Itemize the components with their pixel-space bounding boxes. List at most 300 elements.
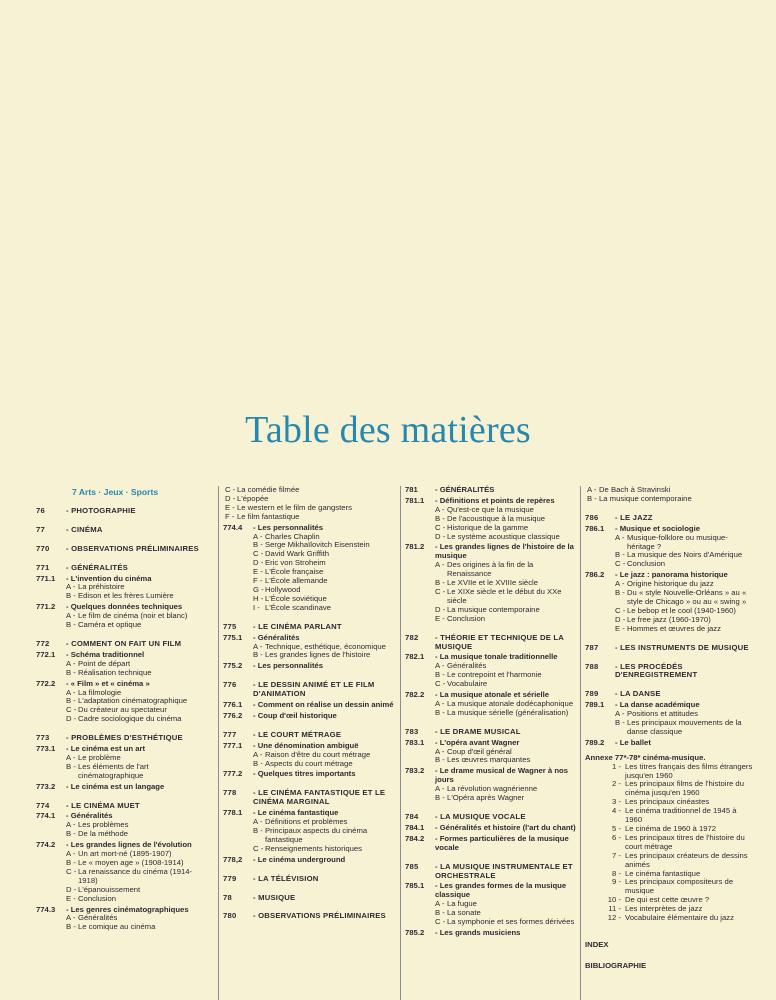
subentry-title: Aspects du court métrage: [265, 758, 353, 768]
subentry-title: Un art mort-né (1895-1907): [78, 849, 172, 859]
section-number: 774.3: [36, 904, 56, 914]
section-number: 778: [223, 788, 237, 798]
subentry-letter: B -: [66, 696, 76, 706]
annex-number: 7 -: [612, 850, 621, 860]
section-title: - L'opéra avant Wagner: [435, 737, 520, 747]
section-title: - LES PROCÉDÉS D'ENREGISTREMENT: [615, 661, 698, 680]
section-number: 788: [585, 661, 599, 671]
toc-subentry: [405, 680, 577, 689]
section-number: 781.2: [405, 542, 425, 552]
toc-entry: [36, 680, 210, 689]
section-title: - Le drame musical de Wagner à nos jours: [435, 766, 569, 785]
subentry-letter: B -: [587, 493, 597, 503]
toc-subentry: [36, 868, 210, 886]
toc-subentry: [223, 604, 397, 613]
annex-number: 8 -: [612, 868, 621, 878]
toc-entry: [36, 564, 210, 573]
toc-entry: [36, 545, 210, 554]
annex-number: 4 -: [612, 806, 621, 816]
toc-entry: [585, 739, 753, 748]
toc-entry: [223, 712, 397, 721]
toc-entry: [223, 770, 397, 779]
subentry-title: La musique contemporaine: [599, 493, 692, 503]
toc-subentry: [36, 895, 210, 904]
section-title: - PHOTOGRAPHIE: [66, 505, 136, 515]
subentry-letter: B -: [253, 758, 263, 768]
subentry-letter: A -: [66, 913, 76, 923]
section-title: - LE DRAME MUSICAL: [435, 726, 521, 736]
subentry-title: La filmologie: [78, 687, 122, 697]
section-number: 782.2: [405, 690, 425, 700]
subentry-title: Point de départ: [78, 658, 131, 668]
subentry-letter: B -: [66, 922, 76, 932]
section-number: 786.1: [585, 523, 605, 533]
bibliography-link: BIBLIOGRAPHIE: [585, 960, 647, 970]
subentry-title: Conclusion: [78, 893, 117, 903]
toc-subentry: [223, 845, 397, 854]
annex-title-text: Les principaux compositeurs de musique: [625, 877, 734, 896]
section-title: - LE CINÉMA MUET: [66, 800, 140, 810]
section-title: - LE COURT MÉTRAGE: [253, 729, 342, 739]
subentry-letter: C -: [435, 679, 446, 689]
subentry-title: Du créateur au spectateur: [78, 705, 167, 715]
section-number: 787: [585, 642, 599, 652]
annex-title-text: Le cinéma traditionnel de 1945 à 1960: [625, 806, 737, 825]
subentry-letter: C -: [66, 866, 77, 876]
subentry-letter: B -: [615, 588, 625, 598]
section-title: - MUSIQUE: [253, 892, 296, 902]
toc-entry: [223, 662, 397, 671]
subentry-title: Généralités: [78, 913, 118, 923]
subentry-title: Généralités: [447, 661, 487, 671]
subentry-title: David Wark Griffith: [265, 549, 330, 559]
section-title: - Les genres cinématographiques: [66, 904, 189, 914]
section-title: - CINÉMA: [66, 524, 103, 534]
annex-title-text: Les principaux titres de l'histoire du court métrage: [625, 832, 745, 851]
section-title: - LA TÉLÉVISION: [253, 873, 319, 883]
annex-number: 3 -: [612, 797, 621, 807]
subentry-title: Le film fantastique: [237, 511, 300, 521]
subentry-title: La musique contemporaine: [447, 604, 540, 614]
toc-subentry: [405, 588, 577, 606]
toc-entry: [223, 912, 397, 921]
toc-entry: [585, 514, 753, 523]
subentry-title: Conclusion: [627, 559, 666, 569]
section-title: - Une dénomination ambiguë: [253, 740, 359, 750]
subentry-title: Principaux aspects du cinéma fantastique: [265, 826, 368, 844]
section-number: 782: [405, 632, 419, 642]
toc-column-2: [218, 486, 397, 1000]
toc-subentry: [36, 669, 210, 678]
section-title: - Schéma traditionnel: [66, 649, 145, 659]
subentry-title: Conclusion: [447, 613, 486, 623]
section-title: - Le cinéma fantastique: [253, 808, 339, 818]
subentry-letter: E -: [435, 613, 445, 623]
section-title: - Le jazz : panorama historique: [615, 570, 728, 580]
section-title: - THÉORIE ET TECHNIQUE DE LA MUSIQUE: [435, 632, 564, 651]
subentry-title: Le bebop et le cool (1940-1960): [627, 605, 736, 615]
toc-subentry: [585, 719, 753, 737]
section-number: 789.2: [585, 737, 605, 747]
toc-subentry: [223, 651, 397, 660]
toc-subentry: [36, 763, 210, 781]
subentry-title: Charles Chaplin: [265, 531, 320, 541]
subentry-letter: A -: [615, 709, 625, 719]
subentry-title: L'École allemande: [265, 576, 328, 586]
subentry-title: Les principaux mouvements de la danse classique: [627, 718, 742, 736]
section-number: 781: [405, 485, 418, 494]
section-title: - Comment on réalise un dessin animé: [253, 700, 394, 710]
subentry-letter: B -: [615, 550, 625, 560]
annex-number: 6 -: [612, 832, 621, 842]
subentry-letter: A -: [587, 485, 597, 494]
section-number: 771: [36, 562, 50, 572]
subentry-letter: A -: [253, 817, 263, 827]
annex-title-text: Les principaux films de l'histoire du cinéma jusqu'en 1960: [625, 779, 744, 798]
subentry-letter: E -: [225, 502, 235, 512]
subentry-letter: D -: [225, 493, 236, 503]
toc-subentry: [36, 830, 210, 839]
subentry-title: Le film de cinéma (noir et blanc): [78, 611, 188, 621]
toc-entry: [223, 856, 397, 865]
section-number: 783: [405, 726, 419, 736]
subentry-letter: D -: [435, 531, 446, 541]
section-title: - PROBLÈMES D'ESTHÉTIQUE: [66, 733, 183, 743]
annex-number: 10 -: [607, 895, 621, 905]
section-number: 771.2: [36, 602, 56, 612]
section-number: 782.1: [405, 652, 425, 662]
toc-entry: [36, 802, 210, 811]
subentry-title: Le « moyen age » (1908-1914): [78, 858, 184, 867]
toc-entry: [405, 486, 577, 495]
subentry-letter: A -: [435, 899, 445, 909]
subentry-letter: B -: [66, 620, 76, 630]
toc-column-3: [400, 486, 577, 1000]
subentry-title: L'épopée: [237, 493, 269, 503]
toc-subentry: [223, 827, 397, 845]
toc-subentry: [585, 495, 753, 504]
toc-subentry: [585, 560, 753, 569]
section-number: 76: [36, 505, 45, 515]
section-title: - GÉNÉRALITÉS: [66, 562, 128, 572]
section-title: - LE JAZZ: [615, 512, 653, 522]
annex-entry: [585, 852, 753, 870]
section-number: 775.2: [223, 661, 243, 671]
subentry-title: De la méthode: [78, 829, 128, 839]
section-title: - Coup d'œil historique: [253, 710, 337, 720]
subentry-letter: B -: [435, 755, 445, 765]
subentry-letter: A -: [66, 752, 76, 762]
subentry-title: Eric von Stroheim: [265, 558, 326, 568]
section-number: 785: [405, 861, 419, 871]
index-link: INDEX: [585, 939, 609, 949]
annex-title-text: Le cinéma fantastique: [625, 868, 701, 878]
subentry-title: La fugue: [447, 899, 477, 909]
subentry-letter: A -: [435, 661, 445, 671]
section-title: - Quelques titres importants: [253, 769, 356, 779]
subentry-title: Serge Mikhaïlovitch Eisenstein: [265, 540, 370, 550]
annex-number: 5 -: [612, 824, 621, 833]
subentry-title: Des origines à la fin de la Renaissance: [447, 560, 534, 579]
subentry-letter: B -: [435, 670, 445, 680]
annex-title-text: Les principaux créateurs de dessins animés: [625, 850, 748, 869]
subentry-title: Du « style Nouvelle-Orléans » au « style de Chicago » ou au « swing »: [627, 588, 747, 606]
subentry-title: La révolution wagnérienne: [447, 784, 538, 794]
section-number: 774.1: [36, 811, 56, 821]
subentry-title: Qu'est-ce que la musique: [447, 504, 534, 514]
section-number: 778.1: [223, 808, 243, 818]
subentry-title: Musique-folklore ou musique-héritage ?: [627, 532, 728, 551]
toc-subentry: [405, 533, 577, 542]
toc-entry: [223, 894, 397, 903]
annex-number: 9 -: [612, 877, 621, 887]
subentry-letter: A -: [435, 746, 445, 756]
section-title: - OBSERVATIONS PRÉLIMINAIRES: [66, 543, 199, 553]
toc-subentry: [405, 900, 577, 909]
subentry-letter: A -: [66, 582, 76, 592]
subentry-title: Renseignements historiques: [265, 843, 363, 853]
section-number: 778,2: [223, 854, 243, 864]
section-title: - Généralités et histoire (l'art du chant): [435, 822, 576, 832]
toc-entry: [405, 767, 577, 785]
subentry-title: Hollywood: [265, 584, 301, 594]
toc-subentry: [223, 513, 397, 522]
subentry-title: Le western et le film de gangsters: [237, 502, 352, 512]
section-number: 774: [36, 800, 50, 810]
section-number: 773.1: [36, 744, 56, 754]
subentry-title: L'Opéra après Wagner: [447, 793, 525, 803]
annex-title: Annexe 77*-78* cinéma-musique.: [585, 752, 706, 762]
subentry-letter: I -: [253, 602, 260, 612]
section-number: 784.2: [405, 833, 425, 843]
annex-title-text: Le cinéma de 1960 à 1972: [625, 824, 717, 833]
toc-entry: [405, 824, 577, 833]
toc-subentry: [36, 592, 210, 601]
subentry-letter: B -: [435, 908, 445, 918]
section-title: - GÉNÉRALITÉS: [435, 485, 495, 494]
toc-entry: [223, 731, 397, 740]
toc-subentry: [585, 589, 753, 607]
section-title: - Le cinéma underground: [253, 854, 346, 864]
subentry-letter: H -: [253, 593, 264, 603]
toc-entry: [36, 745, 210, 754]
subentry-title: Caméra et optique: [78, 620, 142, 630]
subentry-title: L'École soviétique: [265, 593, 327, 603]
subentry-letter: B -: [66, 667, 76, 677]
annex-title-text: Vocabulaire élémentaire du jazz: [625, 913, 734, 923]
subentry-letter: B -: [66, 858, 76, 867]
page-title: Table des matières: [245, 409, 531, 451]
subentry-title: Le XIXe siècle et le début du XXe siècle: [447, 586, 562, 605]
annex-title-text: Les titres français des films étrangers jusqu'en 1960: [625, 761, 753, 780]
section-title: - La danse académique: [615, 700, 700, 710]
toc-entry: [36, 783, 210, 792]
section-title: - Les grandes lignes de l'histoire de la musique: [435, 542, 574, 561]
section-number: 780: [223, 911, 237, 921]
subentry-title: La renaissance du cinéma (1914-1918): [78, 866, 193, 885]
annex-entry: [585, 878, 753, 896]
subentry-letter: C -: [225, 485, 236, 494]
subentry-title: Les œuvres marquantes: [447, 755, 531, 765]
toc-entry: [405, 543, 577, 561]
section-number: 789.1: [585, 700, 605, 710]
annex-entry: [585, 763, 753, 781]
section-number: 784.1: [405, 822, 425, 832]
toc-entry: [36, 526, 210, 535]
toc-entry: [405, 835, 577, 853]
toc-entry: [36, 507, 210, 516]
section-title: - LE CINÉMA PARLANT: [253, 621, 342, 631]
section-title: - LA MUSIQUE INSTRUMENTALE ET ORCHESTRALE: [435, 861, 573, 880]
section-title: - LE CINÉMA FANTASTIQUE ET LE CINÉMA MARGINAL: [253, 788, 386, 807]
section-number: 776: [223, 680, 237, 690]
subentry-letter: C -: [253, 549, 264, 559]
section-number: 777: [223, 729, 237, 739]
section-number: 773.2: [36, 781, 56, 791]
subentry-title: La musique des Noirs d'Amérique: [627, 550, 743, 560]
subentry-title: L'adaptation cinématographique: [78, 696, 188, 706]
subentry-letter: D -: [66, 714, 77, 724]
toc-entry: [405, 863, 577, 881]
subentry-letter: A -: [435, 698, 445, 708]
toc-entry: [223, 789, 397, 807]
toc-subentry: [585, 625, 753, 634]
annex-entry: [585, 834, 753, 852]
toc-subentry: [405, 671, 577, 680]
toc-subentry: [223, 577, 397, 586]
section-number: 78: [223, 892, 232, 902]
section-title: - « Film » et « cinéma »: [66, 678, 150, 688]
subentry-letter: C -: [435, 522, 446, 532]
subentry-letter: A -: [66, 687, 76, 697]
subentry-letter: A -: [435, 560, 445, 570]
section-number: 777.2: [223, 769, 243, 779]
subentry-title: L'épanouissement: [78, 884, 141, 894]
section-number: 775: [223, 621, 237, 631]
section-number: 772.1: [36, 649, 56, 659]
section-title: - Musique et sociologie: [615, 523, 700, 533]
toc-subentry: [405, 615, 577, 624]
annex-number: 11 -: [608, 904, 621, 914]
annex-entry: [585, 780, 753, 798]
subentry-letter: F -: [225, 511, 235, 521]
annex-number: 2 -: [612, 779, 621, 789]
subentry-title: Les problèmes: [78, 820, 129, 830]
toc-subentry: [405, 756, 577, 765]
section-number: 773: [36, 733, 50, 743]
toc-subentry: [585, 534, 753, 552]
section-title: - L'invention du cinéma: [66, 573, 152, 583]
toc-subentry: [405, 606, 577, 615]
subentry-letter: B -: [253, 826, 263, 835]
subentry-letter: E -: [253, 567, 263, 577]
section-title: - Définitions et points de repères: [435, 495, 555, 505]
subentry-letter: C -: [615, 605, 626, 615]
subentry-title: La symphonie et ses formes dérivées: [447, 917, 575, 927]
subentry-letter: D -: [253, 558, 264, 568]
section-title: - Le cinéma est un art: [66, 744, 146, 754]
subentry-letter: B -: [66, 591, 76, 601]
subentry-letter: C -: [615, 559, 626, 569]
toc-subentry: [405, 794, 577, 803]
toc-entry: [223, 681, 397, 699]
subentry-letter: B -: [435, 793, 445, 803]
section-title: - Les grands musiciens: [435, 927, 521, 937]
subentry-letter: A -: [615, 532, 625, 542]
toc-subentry: [36, 923, 210, 932]
subentry-letter: D -: [66, 884, 77, 894]
subentry-title: Raison d'être du court métrage: [265, 749, 371, 759]
subentry-letter: A -: [66, 611, 76, 621]
toc-entry: [36, 640, 210, 649]
subentry-letter: A -: [435, 504, 445, 514]
toc-entry: [223, 701, 397, 710]
subentry-title: Définitions et problèmes: [265, 817, 348, 827]
subentry-title: Hommes et œuvres de jazz: [627, 623, 721, 633]
category-heading: 7 Arts · Jeux · Sports: [72, 487, 159, 497]
subentry-title: Vocabulaire: [447, 679, 488, 689]
section-title: - Généralités: [253, 632, 300, 642]
annex-title-text: Les principaux cinéastes: [625, 797, 710, 807]
subentry-letter: D -: [435, 604, 446, 614]
subentry-title: L'École française: [265, 567, 324, 577]
section-title: - Généralités: [66, 811, 113, 821]
subentry-letter: E -: [66, 893, 76, 903]
subentry-title: Les grandes lignes de l'histoire: [265, 650, 371, 660]
section-number: 772: [36, 638, 50, 648]
section-number: 783.2: [405, 766, 425, 776]
section-number: 783.1: [405, 737, 425, 747]
toc-subentry: [405, 561, 577, 579]
subentry-title: L'École scandinave: [265, 602, 332, 612]
annex-entry: [585, 914, 753, 923]
subentry-title: Le système acoustique classique: [447, 531, 560, 541]
subentry-title: Coup d'œil général: [447, 746, 512, 756]
toc-subentry: [36, 621, 210, 630]
subentry-letter: A -: [66, 820, 76, 830]
subentry-title: Le contrepoint et l'harmonie: [447, 670, 542, 680]
section-title: - OBSERVATIONS PRÉLIMINAIRES: [253, 911, 386, 921]
subentry-letter: A -: [66, 849, 76, 859]
section-number: 789: [585, 689, 599, 699]
subentry-letter: C -: [435, 917, 446, 927]
section-title: - Formes particulières de la musique vocale: [435, 833, 569, 852]
subentry-title: Le free jazz (1960-1970): [627, 614, 711, 624]
subentry-title: Le XVIIe et le XVIIIe siècle: [447, 578, 539, 588]
section-title: - LES INSTRUMENTS DE MUSIQUE: [615, 642, 749, 652]
annex-number: 12 -: [607, 913, 621, 923]
subentry-title: De l'acoustique à la musique: [447, 513, 546, 523]
toc-column-4: [580, 486, 753, 1000]
subentry-title: Le problème: [78, 752, 121, 762]
section-number: 781.1: [405, 495, 425, 505]
subentry-letter: E -: [615, 623, 625, 633]
subentry-letter: A -: [615, 579, 625, 589]
toc-subentry: [36, 715, 210, 724]
section-number: 77: [36, 524, 45, 534]
subentry-letter: D -: [615, 614, 626, 624]
toc-subentry: [585, 551, 753, 560]
section-number: 786: [585, 512, 599, 522]
toc-entry: [405, 634, 577, 652]
toc-entry: [223, 623, 397, 632]
section-number: 772.2: [36, 678, 56, 688]
section-number: 776.2: [223, 710, 243, 720]
subentry-letter: B -: [66, 761, 76, 771]
subentry-title: La musique atonale dodécaphonique: [447, 698, 574, 708]
subentry-title: La comédie filmée: [237, 485, 300, 494]
section-title: - Quelques données techniques: [66, 602, 183, 612]
